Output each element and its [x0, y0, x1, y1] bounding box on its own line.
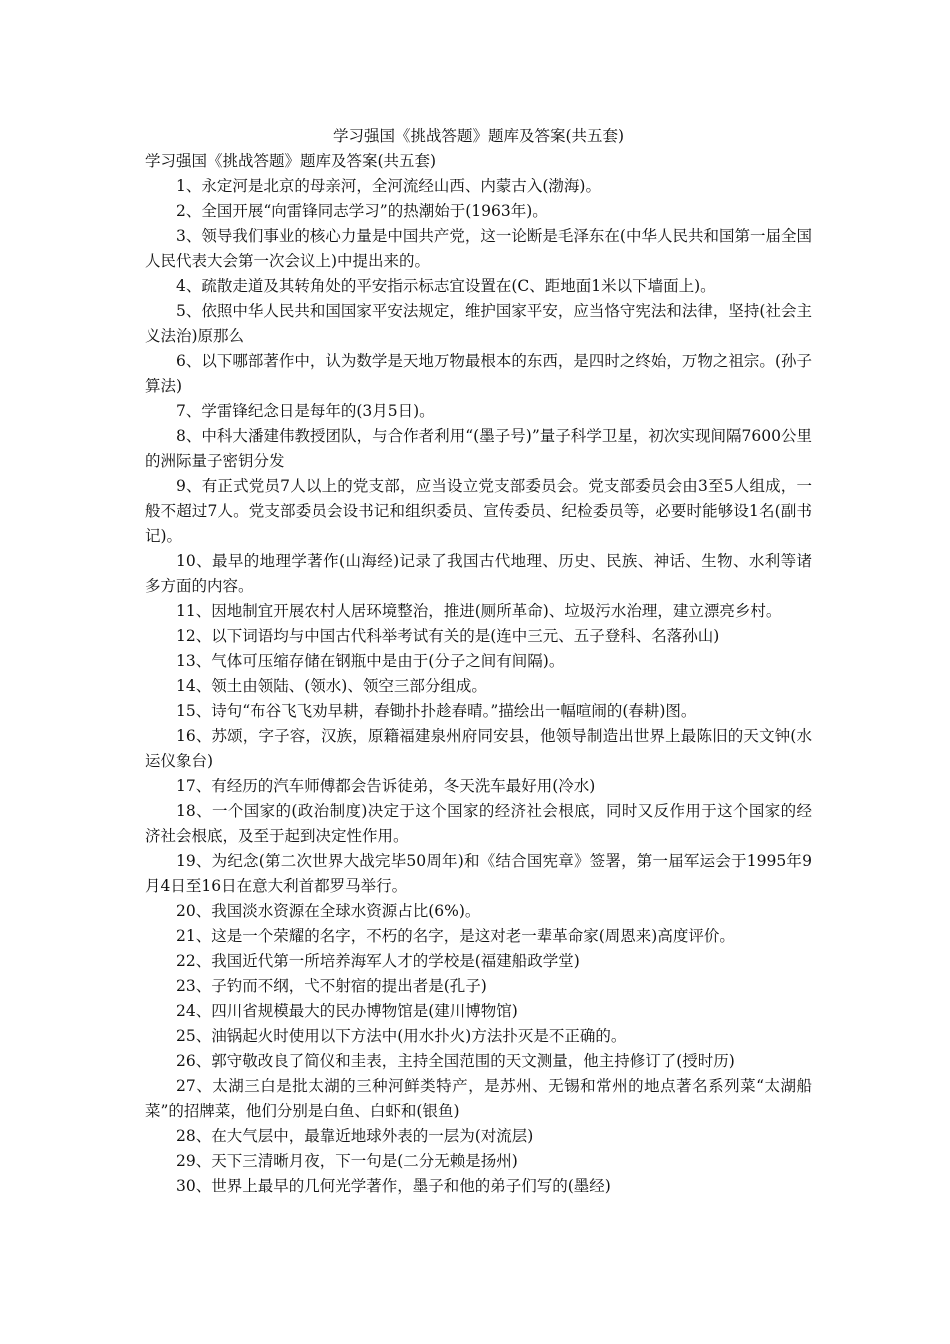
question-item: 28、在大气层中，最靠近地球外表的一层为(对流层): [176, 1127, 534, 1145]
question-item: 26、郭守敬改良了简仪和圭表，主持全国范围的天文测量，他主持修订了(授时历): [176, 1052, 735, 1070]
question-item: 1、永定河是北京的母亲河，全河流经山西、内蒙古入(渤海)。: [176, 177, 601, 195]
document-title: 学习强国《挑战答题》题库及答案(共五套): [332, 127, 625, 145]
question-item: 10、最早的地理学著作(山海经)记录了我国古代地理、历史、民族、神话、生物、水利等诸多方面的内容。: [145, 552, 812, 595]
question-item: 13、气体可压缩存储在钢瓶中是由于(分子之间有间隔)。: [176, 652, 565, 670]
question-item: 8、中科大潘建伟教授团队，与合作者利用“(墨子号)”量子科学卫星，初次实现间隔7600公里的洲际量子密钥分发: [145, 427, 812, 470]
question-item: 29、天下三清晰月夜，下一句是(二分无赖是扬州): [176, 1152, 518, 1170]
question-item: 23、子钓而不纲，弋不射宿的提出者是(孔子): [176, 977, 487, 995]
question-item: 4、疏散走道及其转角处的平安指示标志宜设置在(C、距地面1米以下墙面上)。: [176, 277, 716, 295]
question-item: 14、领土由领陆、(领水)、领空三部分组成。: [176, 677, 487, 695]
document-body: [145, 124, 812, 1199]
question-list: [145, 174, 812, 1199]
question-item: 22、我国近代第一所培养海军人才的学校是(福建船政学堂): [176, 952, 580, 970]
question-item: 11、因地制宜开展农村人居环境整治，推进(厕所革命)、垃圾污水治理，建立漂亮乡村。: [176, 602, 782, 620]
question-item: 12、以下词语均与中国古代科举考试有关的是(连中三元、五子登科、名落孙山): [176, 627, 720, 645]
question-item: 6、以下哪部著作中，认为数学是天地万物最根本的东西，是四时之终始，万物之祖宗。(孙子算法): [145, 352, 812, 395]
question-item: 21、这是一个荣耀的名字，不朽的名字，是这对老一辈革命家(周恩来)高度评价。: [176, 927, 735, 945]
question-item: 19、为纪念(第二次世界大战完毕50周年)和《结合国宪章》签署，第一届军运会于1995年9月4日至16日在意大利首都罗马举行。: [145, 852, 812, 895]
question-item: 24、四川省规模最大的民办博物馆是(建川博物馆): [176, 1002, 518, 1020]
document-subtitle: 学习强国《挑战答题》题库及答案(共五套): [145, 152, 437, 170]
question-item: 3、领导我们事业的核心力量是中国共产党，这一论断是毛泽东在(中华人民共和国第一届全国人民代表大会第一次会议上)中提出来的。: [145, 227, 812, 270]
question-item: 2、全国开展“向雷锋同志学习”的热潮始于(1963年)。: [176, 202, 548, 220]
question-item: 7、学雷锋纪念日是每年的(3月5日)。: [176, 402, 435, 420]
question-item: 9、有正式党员7人以上的党支部，应当设立党支部委员会。党支部委员会由3至5人组成，一般不超过7人。党支部委员会设书记和组织委员、宣传委员、纪检委员等，必要时能够设1名(副书记)。: [145, 477, 812, 545]
question-item: 27、太湖三白是批太湖的三种河鲜类特产，是苏州、无锡和常州的地点著名系列菜“太湖船菜”的招牌菜，他们分别是白鱼、白虾和(银鱼): [145, 1077, 812, 1120]
question-item: 20、我国淡水资源在全球水资源占比(6%)。: [176, 902, 481, 920]
question-item: 25、油锅起火时使用以下方法中(用水扑火)方法扑灭是不正确的。: [176, 1027, 627, 1045]
question-item: 17、有经历的汽车师傅都会告诉徒弟，冬天洗车最好用(冷水): [176, 777, 596, 795]
question-item: 18、一个国家的(政治制度)决定于这个国家的经济社会根底，同时又反作用于这个国家的经济社会根底，及至于起到决定性作用。: [145, 802, 812, 845]
question-item: 15、诗句“布谷飞飞劝早耕，春锄扑扑趁春晴。”描绘出一幅喧闹的(春耕)图。: [176, 702, 697, 720]
question-item: 16、苏颂，字子容，汉族，原籍福建泉州府同安县，他领导制造出世界上最陈旧的天文钟(水运仪象台): [145, 727, 812, 770]
question-item: 5、依照中华人民共和国国家平安法规定，维护国家平安，应当恪守宪法和法律，坚持(社会主义法治)原那么: [145, 302, 812, 345]
question-item: 30、世界上最早的几何光学著作，墨子和他的弟子们写的(墨经): [176, 1177, 611, 1195]
